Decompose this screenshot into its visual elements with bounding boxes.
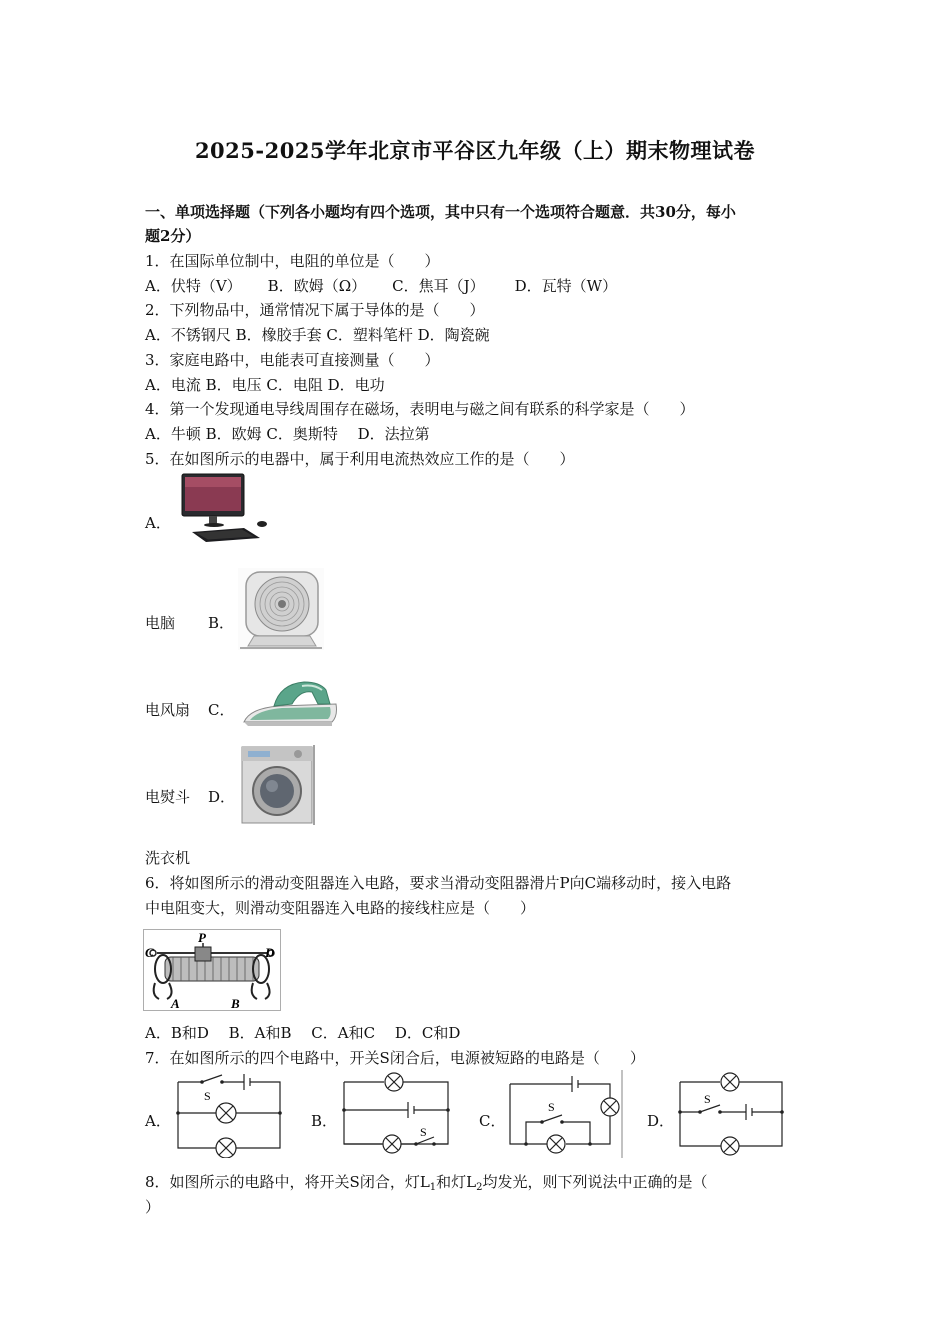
- q6-options: A．B和D B．A和B C．A和C D．C和D: [145, 1024, 461, 1042]
- q7-option-a-letter: A．: [145, 1112, 171, 1130]
- section-heading-cont: 题2分）: [145, 227, 201, 245]
- q4-options: A．牛顿 B．欧姆 C．奥斯特 D．法拉第: [145, 425, 430, 443]
- q5-option-d-row: [145, 785, 235, 809]
- q4-stem: 4．第一个发现通电导线周围存在磁场，表明电与磁之间有联系的科学家是（ ）: [145, 400, 695, 418]
- rheostat-label-a: A: [171, 996, 180, 1011]
- rheostat-label-d: D: [265, 945, 275, 960]
- circuit-a: [174, 1072, 284, 1158]
- rheostat-label-p: P: [198, 930, 206, 945]
- q5-option-a-letter: A．: [145, 514, 171, 532]
- q6-stem: 6．将如图所示的滑动变阻器连入电路，要求当滑动变阻器滑片P向C端移动时，接入电路: [145, 874, 732, 892]
- electric-iron-image: [240, 676, 340, 732]
- electric-fan-image: [238, 568, 324, 650]
- q5-option-b-name: 电风扇: [145, 701, 191, 719]
- q8-subscript-2: 2: [476, 1182, 483, 1193]
- q8-subscript-1: 1: [429, 1182, 437, 1193]
- q5-option-b-letter: B．: [208, 614, 235, 632]
- rheostat-figure: [143, 929, 281, 1011]
- circuit-a-switch-label: S: [204, 1089, 211, 1103]
- q7-option-d-letter: D．: [647, 1112, 675, 1130]
- q2-stem: 2．下列物品中，通常情况下属于导体的是（ ）: [145, 301, 485, 319]
- circuit-b: [340, 1072, 452, 1158]
- q7-stem: 7．在如图所示的四个电路中，开关S闭合后，电源被短路的电路是（ ）: [145, 1049, 645, 1067]
- q7-option-b-letter: B．: [311, 1112, 338, 1130]
- q8-stem: [145, 1170, 708, 1200]
- circuit-b-switch-label: S: [420, 1125, 427, 1139]
- q5-option-a-name: 电脑: [145, 614, 176, 632]
- q5-option-c-name: 电熨斗: [145, 788, 191, 806]
- q3-options: A．电流 B．电压 C．电阻 D．电功: [145, 376, 385, 394]
- rheostat-label-c: C: [145, 945, 154, 960]
- circuit-c-switch-label: S: [548, 1100, 555, 1114]
- circuit-d: [676, 1072, 786, 1158]
- q2-options: A．不锈钢尺 B．橡胶手套 C．塑料笔杆 D．陶瓷碗: [145, 326, 490, 344]
- q1-stem: 1．在国际单位制中，电阻的单位是（ ）: [145, 252, 440, 270]
- rheostat-label-b: B: [231, 996, 240, 1011]
- q8-stem-part1: 8．如图所示的电路中，将开关S闭合，灯L: [145, 1173, 430, 1191]
- q5-option-d-name: 洗衣机: [145, 849, 191, 867]
- q7-option-c-letter: C．: [479, 1112, 506, 1130]
- q1-option-d: D．瓦特（W）: [514, 277, 618, 295]
- q8-stem-part2: 和灯L: [436, 1173, 477, 1191]
- computer-image: [174, 472, 274, 544]
- page-title: 2025-2025学年北京市平谷区九年级（上）期末物理试卷: [194, 138, 756, 163]
- q1-option-b: B．欧姆（Ω）: [267, 277, 367, 295]
- q1-option-a: A．伏特（V）: [145, 277, 242, 295]
- q6-stem-cont: 中电阻变大，则滑动变阻器连入电路的接线柱应是（ ）: [145, 899, 536, 917]
- washing-machine-image: [240, 745, 316, 825]
- q8-stem-cont: ）: [145, 1198, 161, 1216]
- q5-stem: 5．在如图所示的电器中，属于利用电流热效应工作的是（ ）: [145, 450, 575, 468]
- q5-option-c-row: [145, 698, 235, 722]
- q1-option-c: C．焦耳（J）: [392, 277, 485, 295]
- circuit-d-switch-label: S: [704, 1092, 711, 1106]
- section-heading: 一、单项选择题（下列各小题均有四个选项，其中只有一个选项符合题意．共30分，每小: [145, 203, 736, 221]
- q5-option-b-row: [145, 611, 234, 635]
- q3-stem: 3．家庭电路中，电能表可直接测量（ ）: [145, 351, 440, 369]
- q8-stem-part3: 均发光，则下列说法中正确的是（: [482, 1173, 708, 1191]
- circuit-c: [506, 1070, 624, 1158]
- q1-options: [145, 274, 617, 298]
- q5-option-c-letter: C．: [208, 701, 235, 719]
- q5-option-d-letter: D．: [208, 788, 236, 806]
